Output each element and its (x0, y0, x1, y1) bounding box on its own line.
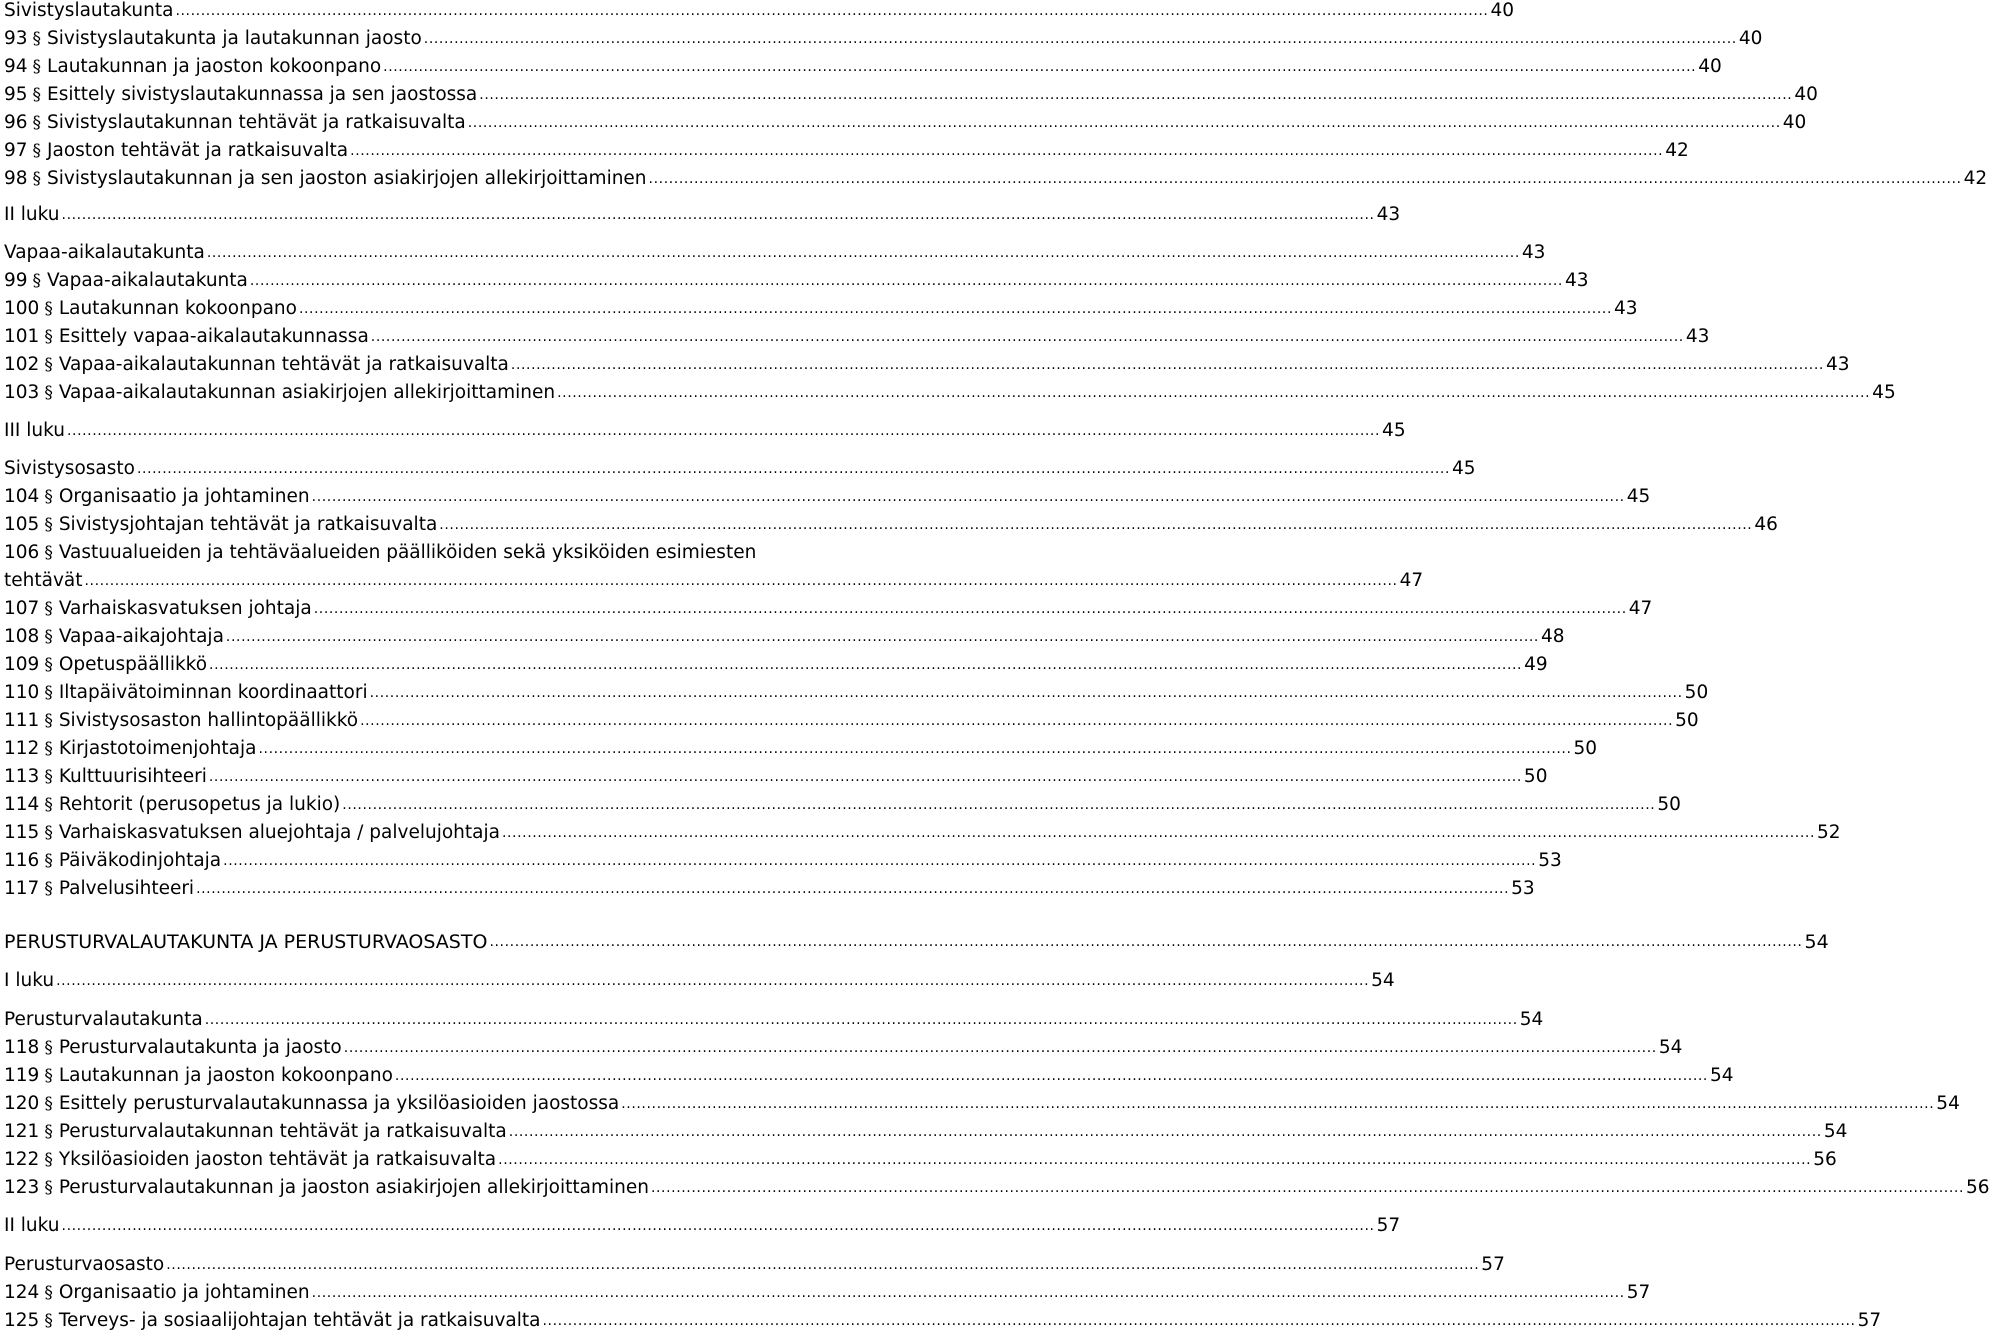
entry-title: Varhaiskasvatuksen aluejohtaja / palvelujohtaja (58, 822, 500, 843)
toc-entry[interactable] (4, 649, 1548, 676)
toc-entry[interactable] (4, 965, 1395, 992)
toc-entry[interactable] (4, 79, 1818, 106)
toc-entry[interactable] (4, 237, 1546, 264)
toc-entry[interactable] (4, 845, 1562, 872)
dot-leader: .................................................................................................................................................................................................................................................................... (84, 573, 1398, 589)
section-number: 104 (4, 486, 40, 507)
section-sign: § (44, 1094, 53, 1114)
page-number: 54 (1371, 970, 1395, 991)
section-number: 124 (4, 1282, 40, 1303)
dot-leader: .................................................................................................................................................................................................................................................................... (350, 143, 1664, 159)
section-sign: § (44, 739, 53, 759)
page-number: 40 (1794, 84, 1818, 105)
page-number: 45 (1626, 486, 1651, 507)
entry-title: Sivistysjohtajan tehtävät ja ratkaisuvalta (58, 514, 438, 535)
entry-title: II luku (4, 1215, 60, 1236)
entry-title: Vastuualueiden ja tehtäväalueiden päälliköiden sekä yksiköiden esimiesten (58, 542, 757, 563)
dot-leader: .................................................................................................................................................................................................................................................................... (343, 1040, 1657, 1056)
section-number: 94 (4, 56, 28, 77)
page-number: 45 (1872, 382, 1896, 403)
page-number: 43 (1376, 204, 1401, 225)
section-number: 120 (4, 1093, 40, 1114)
entry-title: Esittely perusturvalautakunnassa ja yksilöasioiden jaostossa (58, 1093, 620, 1114)
toc-entry[interactable] (4, 321, 1710, 348)
section-number: 100 (4, 298, 40, 319)
toc-entry[interactable] (4, 1305, 1882, 1332)
section-sign: § (32, 169, 42, 189)
page-number: 54 (1519, 1009, 1544, 1030)
section-number: 110 (4, 682, 40, 703)
section-sign: § (44, 1283, 53, 1303)
section-number: 99 (4, 270, 28, 291)
entry-title: Päiväkodinjohtaja (58, 850, 222, 871)
dot-leader: .................................................................................................................................................................................................................................................................... (439, 517, 1753, 533)
entry-title: Rehtorit (perusopetus ja lukio) (58, 794, 341, 815)
dot-leader: .................................................................................................................................................................................................................................................................... (61, 1218, 1375, 1234)
section-sign: § (44, 299, 53, 319)
entry-title: Yksilöasioiden jaoston tehtävät ja ratkaisuvalta (58, 1149, 497, 1170)
page-number: 57 (1481, 1254, 1505, 1275)
toc-entry[interactable] (4, 705, 1699, 732)
entry-title: Organisaatio ja johtaminen (58, 1282, 310, 1303)
entry-title: Sivistysosaston hallintopäällikkö (58, 710, 359, 731)
page-number: 54 (1658, 1037, 1683, 1058)
section-number: 114 (4, 794, 40, 815)
section-sign: § (44, 543, 53, 563)
section-number: 95 (4, 84, 28, 105)
entry-title: Vapaa-aikalautakunta (47, 270, 248, 291)
page-number: 46 (1754, 514, 1778, 535)
page-number: 47 (1628, 598, 1653, 619)
page-number: 50 (1523, 766, 1548, 787)
entry-title: Sivistyslautakunta ja lautakunnan jaosto (47, 28, 422, 49)
dot-leader: .................................................................................................................................................................................................................................................................... (489, 934, 1803, 950)
page-number: 52 (1817, 822, 1841, 843)
section-number: 119 (4, 1065, 40, 1086)
page-number: 53 (1538, 850, 1562, 871)
toc-entry[interactable] (4, 481, 1651, 508)
section-number: 125 (4, 1310, 40, 1331)
page-number: 54 (1936, 1093, 1960, 1114)
section-sign: § (44, 767, 53, 787)
section-number: 101 (4, 326, 40, 347)
page-number: 40 (1782, 112, 1807, 133)
entry-title: Esittely sivistyslautakunnassa ja sen jaostossa (47, 84, 478, 105)
dot-leader: .................................................................................................................................................................................................................................................................... (542, 1313, 1856, 1329)
section-sign: § (44, 851, 53, 871)
toc-entry[interactable] (4, 1032, 1683, 1059)
section-number: 115 (4, 822, 40, 843)
toc-entry[interactable] (4, 565, 1424, 592)
page-number: 57 (1376, 1215, 1401, 1236)
section-number: 96 (4, 112, 28, 133)
toc-entry[interactable] (4, 761, 1548, 788)
toc-entry[interactable] (4, 1144, 1837, 1171)
dot-leader: .................................................................................................................................................................................................................................................................... (225, 629, 1539, 645)
dot-leader: .................................................................................................................................................................................................................................................................... (298, 301, 1613, 317)
dot-leader: .................................................................................................................................................................................................................................................................... (370, 329, 1684, 345)
toc-entry[interactable] (4, 677, 1709, 704)
page-number: 50 (1657, 794, 1681, 815)
dot-leader: .................................................................................................................................................................................................................................................................... (56, 973, 1370, 989)
section-number: 108 (4, 626, 40, 647)
entry-title: Kulttuurisihteeri (58, 766, 207, 787)
page-number: 56 (1813, 1149, 1837, 1170)
section-number: 93 (4, 28, 28, 49)
page-number: 56 (1966, 1177, 1990, 1198)
entry-title: Jaoston tehtävät ja ratkaisuvalta (47, 140, 349, 161)
section-sign: § (44, 515, 53, 535)
dot-leader: .................................................................................................................................................................................................................................................................... (650, 1180, 1965, 1196)
section-sign: § (32, 113, 42, 133)
entry-title: Lautakunnan kokoonpano (58, 298, 297, 319)
entry-title: Lautakunnan ja jaoston kokoonpano (47, 56, 382, 77)
page-number: 43 (1685, 326, 1710, 347)
section-number: 97 (4, 140, 28, 161)
dot-leader: .................................................................................................................................................................................................................................................................... (249, 273, 1563, 289)
entry-title: Vapaa-aikalautakunta (4, 242, 205, 263)
entry-title: Sivistyslautakunnan ja sen jaoston asiakirjojen allekirjoittaminen (47, 168, 647, 189)
toc-entry[interactable] (4, 293, 1638, 320)
entry-title: Iltapäivätoiminnan koordinaattori (58, 682, 368, 703)
toc-entry-first-line[interactable] (4, 537, 956, 564)
entry-title: Perusturvaosasto (4, 1254, 165, 1275)
section-sign: § (44, 627, 53, 647)
toc-entry[interactable] (4, 23, 1763, 50)
section-number: 113 (4, 766, 40, 787)
toc-entry[interactable] (4, 789, 1681, 816)
dot-leader: .................................................................................................................................................................................................................................................................... (313, 601, 1627, 617)
page-number: 54 (1709, 1065, 1734, 1086)
entry-title: Varhaiskasvatuksen johtaja (58, 598, 312, 619)
page-number: 48 (1540, 626, 1565, 647)
section-number: 111 (4, 710, 40, 731)
dot-leader: .................................................................................................................................................................................................................................................................... (479, 87, 1793, 103)
section-number: 107 (4, 598, 40, 619)
section-sign: § (44, 711, 53, 731)
dot-leader: .................................................................................................................................................................................................................................................................... (196, 881, 1510, 897)
section-sign: § (44, 1178, 53, 1198)
entry-title: Terveys- ja sosiaalijohtajan tehtävät ja ratkaisuvalta (58, 1310, 541, 1331)
dot-leader: .................................................................................................................................................................................................................................................................... (209, 657, 1523, 673)
page-number: 50 (1675, 710, 1699, 731)
section-sign: § (44, 1150, 53, 1170)
dot-leader: .................................................................................................................................................................................................................................................................... (621, 1096, 1935, 1112)
section-sign: § (44, 327, 53, 347)
section-number: 122 (4, 1149, 40, 1170)
page-number: 45 (1452, 458, 1476, 479)
dot-leader: .................................................................................................................................................................................................................................................................... (258, 741, 1572, 757)
entry-title: Perusturvalautakunnan tehtävät ja ratkaisuvalta (58, 1121, 507, 1142)
dot-leader: .................................................................................................................................................................................................................................................................... (204, 1012, 1518, 1028)
section-sign: § (44, 655, 53, 675)
section-number: 121 (4, 1121, 40, 1142)
page-number: 40 (1490, 0, 1515, 21)
section-sign: § (44, 1311, 53, 1331)
entry-title: Esittely vapaa-aikalautakunnassa (58, 326, 369, 347)
entry-title: PERUSTURVALAUTAKUNTA JA PERUSTURVAOSASTO (4, 931, 488, 953)
dot-leader: .................................................................................................................................................................................................................................................................... (508, 1124, 1822, 1140)
dot-leader: .................................................................................................................................................................................................................................................................... (501, 825, 1816, 841)
page-number: 57 (1857, 1310, 1882, 1331)
dot-leader: .................................................................................................................................................................................................................................................................... (175, 3, 1489, 19)
section-sign: § (44, 823, 53, 843)
page-number: 43 (1614, 298, 1638, 319)
page-number: 50 (1573, 738, 1598, 759)
section-sign: § (44, 383, 53, 403)
page-number: 43 (1521, 242, 1546, 263)
entry-title: tehtävät (4, 570, 83, 591)
dot-leader: .................................................................................................................................................................................................................................................................... (61, 207, 1375, 223)
page-number: 40 (1738, 28, 1763, 49)
toc-entry[interactable] (4, 733, 1598, 760)
toc-entry[interactable] (4, 1088, 1960, 1115)
section-number: 105 (4, 514, 40, 535)
entry-title: Sivistysosasto (4, 458, 135, 479)
entry-title: III luku (4, 420, 65, 441)
toc-entry[interactable] (4, 593, 1653, 620)
section-number: 109 (4, 654, 40, 675)
toc-entry[interactable] (4, 1277, 1651, 1304)
section-sign: § (44, 683, 53, 703)
section-sign: § (32, 57, 42, 77)
toc-entry[interactable] (4, 163, 1988, 190)
section-number: 117 (4, 878, 40, 899)
entry-title: II luku (4, 204, 60, 225)
toc-entry[interactable] (4, 1116, 1848, 1143)
dot-leader: .................................................................................................................................................................................................................................................................... (66, 423, 1381, 439)
section-sign: § (44, 795, 53, 815)
page-number: 57 (1626, 1282, 1651, 1303)
toc-entry[interactable] (4, 509, 1778, 536)
page-number: 54 (1823, 1121, 1848, 1142)
toc-entry[interactable] (4, 621, 1565, 648)
section-sign: § (32, 271, 42, 291)
dot-leader: .................................................................................................................................................................................................................................................................... (360, 713, 1674, 729)
section-number: 106 (4, 542, 40, 563)
entry-title: Perusturvalautakunta ja jaosto (58, 1037, 342, 1058)
toc-entry[interactable] (4, 1210, 1401, 1237)
toc-entry[interactable] (4, 51, 1722, 78)
dot-leader: .................................................................................................................................................................................................................................................................... (648, 171, 1962, 187)
toc-entry[interactable] (4, 817, 1841, 844)
page-number: 53 (1511, 878, 1535, 899)
page-number: 49 (1524, 654, 1548, 675)
dot-leader: .................................................................................................................................................................................................................................................................... (498, 1152, 1812, 1168)
page-number: 54 (1804, 931, 1829, 953)
dot-leader: .................................................................................................................................................................................................................................................................... (206, 245, 1520, 261)
section-number: 103 (4, 382, 40, 403)
entry-title: Perusturvalautakunnan ja jaoston asiakirjojen allekirjoittaminen (58, 1177, 649, 1198)
entry-title: Palvelusihteeri (58, 878, 195, 899)
toc-entry[interactable] (4, 1060, 1734, 1087)
section-sign: § (32, 85, 42, 105)
dot-leader: .................................................................................................................................................................................................................................................................... (423, 31, 1737, 47)
page-number: 42 (1963, 168, 1988, 189)
dot-leader: .................................................................................................................................................................................................................................................................... (223, 853, 1537, 869)
dot-leader: .................................................................................................................................................................................................................................................................... (342, 797, 1656, 813)
toc-entry[interactable] (4, 1172, 1990, 1199)
toc-entry[interactable] (4, 377, 1896, 404)
entry-title: Sivistyslautakunta (4, 0, 174, 21)
page-number: 43 (1825, 354, 1850, 375)
section-sign: § (44, 879, 53, 899)
toc-entry[interactable] (4, 135, 1689, 162)
section-sign: § (44, 1038, 53, 1058)
dot-leader: .................................................................................................................................................................................................................................................................... (383, 59, 1697, 75)
page-number: 50 (1684, 682, 1709, 703)
toc-entry[interactable] (4, 349, 1850, 376)
section-number: 98 (4, 168, 28, 189)
section-sign: § (32, 141, 42, 161)
entry-title: Perusturvalautakunta (4, 1009, 203, 1030)
section-sign: § (44, 355, 53, 375)
section-number: 116 (4, 850, 40, 871)
page-number: 40 (1698, 56, 1722, 77)
section-number: 123 (4, 1177, 40, 1198)
toc-entry[interactable] (4, 1249, 1505, 1276)
toc-entry[interactable] (4, 926, 1829, 953)
entry-title: Organisaatio ja johtaminen (58, 486, 310, 507)
entry-title: Vapaa-aikajohtaja (58, 626, 224, 647)
section-sign: § (44, 599, 53, 619)
dot-leader: .................................................................................................................................................................................................................................................................... (394, 1068, 1708, 1084)
toc-entry[interactable] (4, 107, 1807, 134)
dot-leader: .................................................................................................................................................................................................................................................................... (208, 769, 1522, 785)
toc-entry[interactable] (4, 0, 1515, 22)
page-number: 45 (1382, 420, 1406, 441)
section-sign: § (32, 29, 42, 49)
section-sign: § (44, 1066, 53, 1086)
section-number: 112 (4, 738, 40, 759)
entry-title: Vapaa-aikalautakunnan asiakirjojen allekirjoittaminen (58, 382, 556, 403)
section-sign: § (44, 1122, 53, 1142)
toc-entry[interactable] (4, 1004, 1544, 1031)
entry-title: Kirjastotoimenjohtaja (58, 738, 257, 759)
dot-leader: .................................................................................................................................................................................................................................................................... (166, 1257, 1480, 1273)
dot-leader: .................................................................................................................................................................................................................................................................... (510, 357, 1824, 373)
section-sign: § (44, 487, 53, 507)
dot-leader: .................................................................................................................................................................................................................................................................... (557, 385, 1871, 401)
section-number: 118 (4, 1037, 40, 1058)
dot-leader: .................................................................................................................................................................................................................................................................... (467, 115, 1781, 131)
toc-entry[interactable] (4, 873, 1535, 900)
entry-title: Opetuspäällikkö (58, 654, 208, 675)
entry-title: Lautakunnan ja jaoston kokoonpano (58, 1065, 393, 1086)
entry-title: Sivistyslautakunnan tehtävät ja ratkaisuvalta (47, 112, 466, 133)
entry-title: Vapaa-aikalautakunnan tehtävät ja ratkaisuvalta (58, 354, 509, 375)
toc-entry[interactable] (4, 199, 1401, 226)
section-number: 102 (4, 354, 40, 375)
entry-title: I luku (4, 970, 55, 991)
dot-leader: .................................................................................................................................................................................................................................................................... (311, 1285, 1625, 1301)
dot-leader: .................................................................................................................................................................................................................................................................... (311, 489, 1625, 505)
page-number: 43 (1564, 270, 1589, 291)
toc-entry[interactable] (4, 415, 1406, 442)
toc-entry[interactable] (4, 265, 1589, 292)
page-number: 42 (1665, 140, 1689, 161)
page-number: 47 (1399, 570, 1424, 591)
toc-entry[interactable] (4, 453, 1476, 480)
dot-leader: .................................................................................................................................................................................................................................................................... (369, 685, 1683, 701)
dot-leader: .................................................................................................................................................................................................................................................................... (136, 461, 1451, 477)
